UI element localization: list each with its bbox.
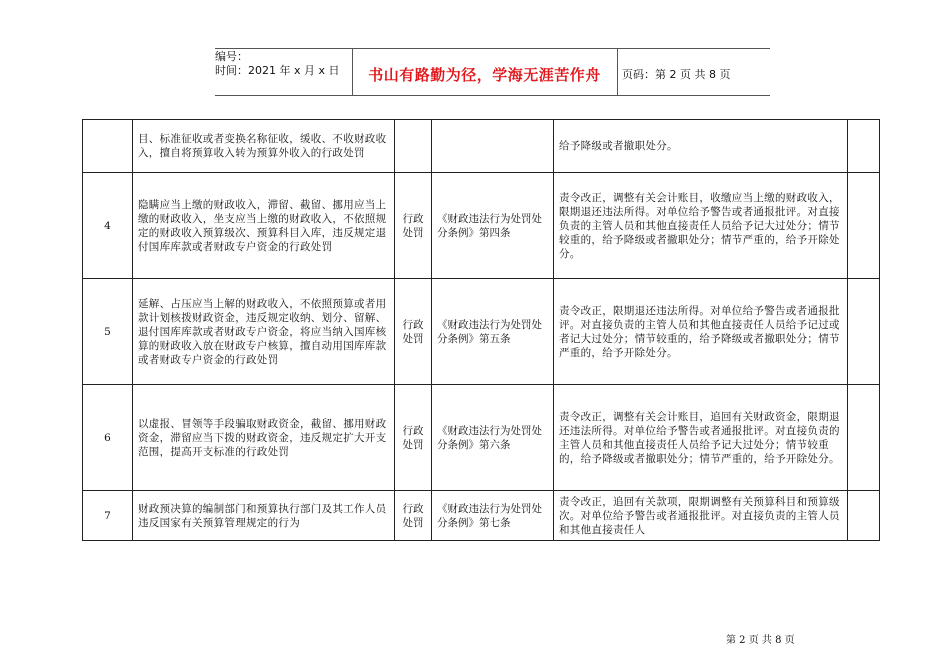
table-row (83, 279, 880, 385)
header-rule-bottom (215, 95, 770, 96)
row-number: 6 (83, 385, 133, 491)
row-basis: 《财政违法行为处罚处分条例》第四条 (432, 173, 554, 279)
row-basis: 《财政违法行为处罚处分条例》第七条 (432, 491, 554, 541)
row-content: 财政预决算的编制部门和预算执行部门及其工作人员违反国家有关预算管理规定的行为 (133, 491, 395, 541)
time-label: 时间：2021 年 x 月 x 日 (215, 64, 340, 77)
row-content: 延解、占压应当上解的财政收入，不依照预算或者用款计划核拨财政资金，违反规定收纳、划分、留解、退付国库库款或者财政专户资金，将应当纳入国库核算的财政收入放在财政专户核算，擅自动用国库库款或者财政专户资金的行政处罚 (133, 279, 395, 385)
row-content: 隐瞒应当上缴的财政收入，滞留、截留、挪用应当上缴的财政收入，坐支应当上缴的财政收入，不依照规定的财政收入预算级次、预算科目入库，违反规定退付国库库款或者财政专户资金的行政处罚 (133, 173, 395, 279)
header-rule-top (215, 48, 770, 49)
row-measures: 责令改正，追回有关款项，限期调整有关预算科目和预算级次。对单位给予警告或者通报批评。对直接负责的主管人员和其他直接责任人 (554, 491, 848, 541)
header-divider (617, 48, 618, 95)
row-content: 目、标准征收或者变换名称征收，缓收、不收财政收入，擅自将预算收入转为预算外收入的行政处罚 (133, 120, 395, 173)
row-type (395, 120, 432, 173)
header-meta (215, 50, 350, 78)
table-row (83, 385, 880, 491)
table-row (83, 120, 880, 173)
table-row (83, 173, 880, 279)
row-number: 5 (83, 279, 133, 385)
header-page-number: 页码：第 2 页 共 8 页 (622, 68, 731, 81)
row-measures: 责令改正，调整有关会计账目，收缴应当上缴的财政收入，限期退还违法所得。对单位给予警告或者通报批评。对直接负责的主管人员和其他直接责任人员给予记大过处分；情节较重的，给予降级或者撤职处分；情节严重的，给予开除处分。 (554, 173, 848, 279)
row-number: 7 (83, 491, 133, 541)
table-row (83, 491, 880, 541)
serial-label: 编号： (215, 50, 248, 63)
row-type: 行政处罚 (395, 491, 432, 541)
row-remark (848, 491, 880, 541)
row-type: 行政处罚 (395, 173, 432, 279)
row-basis: 《财政违法行为处罚处分条例》第六条 (432, 385, 554, 491)
row-basis (432, 120, 554, 173)
row-type: 行政处罚 (395, 279, 432, 385)
row-measures: 给予降级或者撤职处分。 (554, 120, 848, 173)
row-number: 4 (83, 173, 133, 279)
row-remark (848, 120, 880, 173)
row-remark (848, 385, 880, 491)
row-measures: 责令改正，调整有关会计账目，追回有关财政资金，限期退还违法所得。对单位给予警告或者通报批评。对直接负责的主管人员和其他直接责任人员给予记大过处分；情节较重的，给予降级或者撤职处分；情节严重的，给予开除处分。 (554, 385, 848, 491)
row-content: 以虚报、冒领等手段骗取财政资金，截留、挪用财政资金，滞留应当下拨的财政资金，违反规定扩大开支范围，提高开支标准的行政处罚 (133, 385, 395, 491)
row-remark (848, 279, 880, 385)
row-basis: 《财政违法行为处罚处分条例》第五条 (432, 279, 554, 385)
page-footer: 第 2 页 共 8 页 (726, 635, 795, 646)
row-remark (848, 173, 880, 279)
row-measures: 责令改正，限期退还违法所得。对单位给予警告或者通报批评。对直接负责的主管人员和其他直接责任人员给予记过或者记大过处分；情节较重的，给予降级或者撤职处分；情节严重的，给予开除处分。 (554, 279, 848, 385)
row-type: 行政处罚 (395, 385, 432, 491)
row-number (83, 120, 133, 173)
header-motto: 书山有路勤为径，学海无涯苦作舟 (368, 66, 601, 84)
penalty-table (82, 119, 880, 541)
